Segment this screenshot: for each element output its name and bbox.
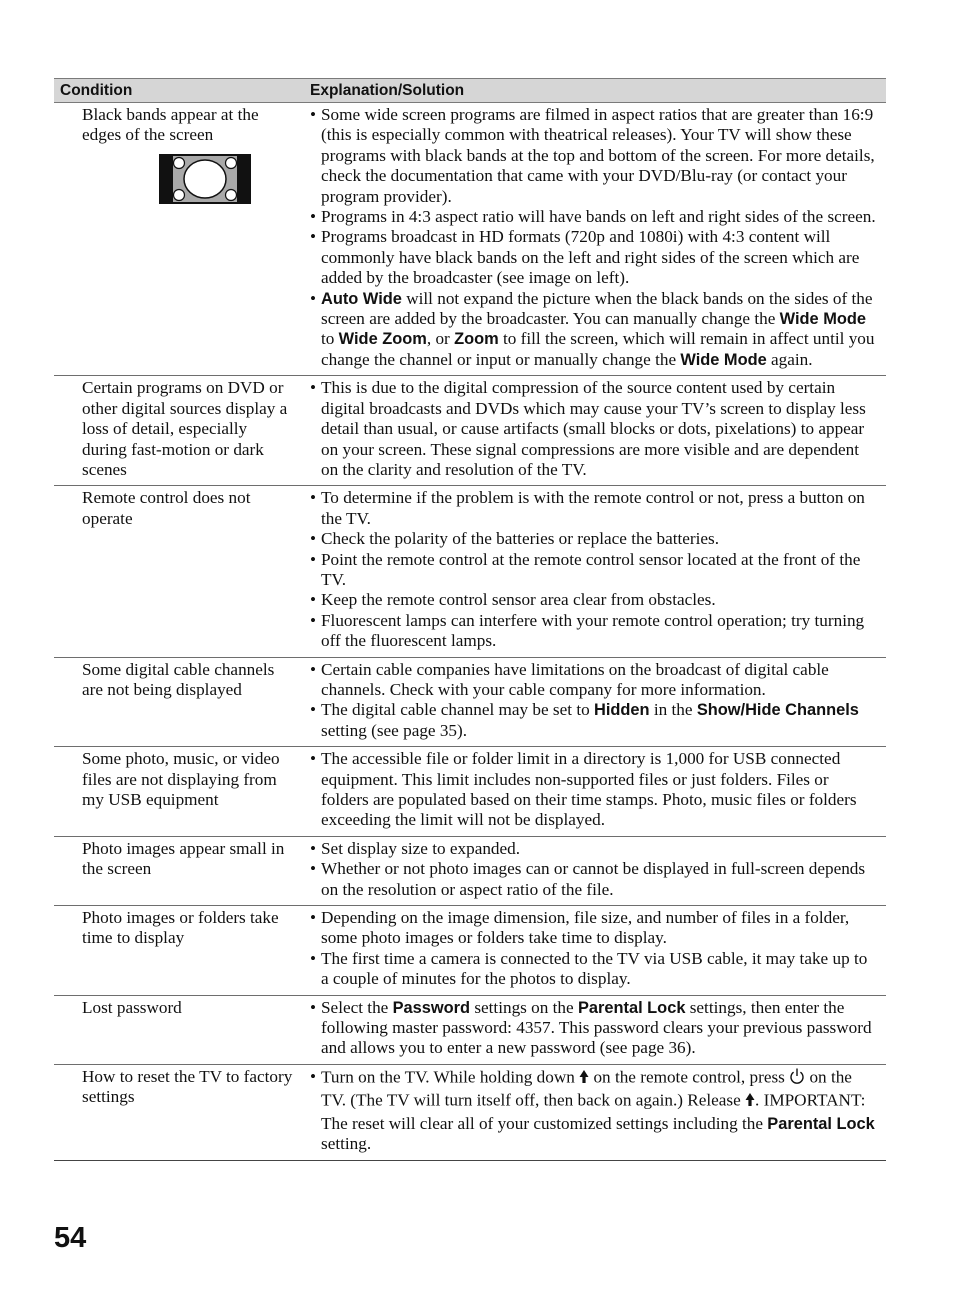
- solution-list: [310, 488, 878, 651]
- solution-text: will not expand the picture when the black bands on the sides of the screen are added by the broadcaster. You can manually change the: [321, 288, 873, 329]
- table-row: [54, 747, 886, 837]
- page-number: 54: [54, 1222, 87, 1254]
- condition-text: Certain programs on DVD or other digital sources display a loss of detail, especially during fast-motion or dark scenes: [82, 378, 288, 479]
- solution-list: [310, 105, 878, 370]
- explanation-cell: [302, 836, 886, 905]
- solution-item: [310, 700, 878, 741]
- setting-name: Auto Wide: [321, 289, 402, 308]
- setting-name: Parental Lock: [767, 1114, 875, 1133]
- solution-item: [310, 550, 878, 591]
- solution-text: To determine if the problem is with the remote control or not, press a button on the TV.: [321, 488, 865, 528]
- setting-name: Wide Zoom: [338, 330, 427, 349]
- solution-item: [310, 289, 878, 371]
- power-icon: [789, 1067, 805, 1090]
- solution-text: Fluorescent lamps can interfere with your remote control operation; try turning off the fluorescent lamps.: [321, 610, 865, 651]
- solution-item: [310, 839, 878, 859]
- table-row: [54, 103, 886, 376]
- solution-text: settings, then enter the following master password: 4357. This password clears your previous password and allows you to enter a new password (see page 36).: [321, 997, 872, 1058]
- solution-text: The first time a camera is connected to the TV via USB cable, it may take up to a couple of minutes for the photos to display.: [321, 948, 868, 989]
- condition-cell: [54, 103, 302, 376]
- letterbox-screen-illustration: [159, 154, 251, 204]
- condition-text: How to reset the TV to factory settings: [82, 1066, 293, 1107]
- solution-list: [310, 839, 878, 900]
- solution-item: [310, 1067, 878, 1155]
- condition-text: Remote control does not operate: [82, 488, 251, 528]
- explanation-cell: [302, 376, 886, 486]
- table-row: [54, 906, 886, 996]
- header-condition: Condition: [54, 79, 302, 103]
- condition-text: Photo images appear small in the screen: [82, 838, 285, 879]
- condition-cell: [54, 995, 302, 1064]
- solution-list: [310, 1067, 878, 1155]
- explanation-cell: [302, 995, 886, 1064]
- solution-list: [310, 378, 878, 480]
- condition-cell: [54, 657, 302, 747]
- solution-text: , or: [426, 329, 455, 349]
- table-row: [54, 376, 886, 486]
- solution-list: [310, 998, 878, 1059]
- condition-cell: [54, 1064, 302, 1160]
- explanation-cell: [302, 747, 886, 837]
- header-explanation: Explanation/Solution: [302, 79, 886, 103]
- setting-name: Password: [392, 998, 471, 1017]
- solution-item: [310, 949, 878, 990]
- explanation-cell: [302, 906, 886, 996]
- solution-item: [310, 908, 878, 949]
- solution-text: Programs broadcast in HD formats (720p and 1080i) with 4:3 content will commonly have black bands on the left and right sides of the screen which are added by the broadcaster (see image on left).: [321, 227, 860, 288]
- solution-text: on the remote control, press: [589, 1067, 790, 1087]
- solution-text: Whether or not photo images can or cannot be displayed in full-screen depends on the resolution or aspect ratio of the file.: [321, 859, 866, 899]
- troubleshooting-page: [54, 78, 886, 1161]
- solution-text: Depending on the image dimension, file size, and number of files in a folder, some photo images or folders take time to display.: [321, 908, 850, 948]
- condition-text: Some digital cable channels are not being displayed: [82, 659, 275, 699]
- solution-text: on the TV. (The TV will turn itself off, then back on again.) Release: [321, 1067, 852, 1110]
- up-arrow-icon: [579, 1067, 589, 1090]
- solution-item: [310, 227, 878, 288]
- solution-item: [310, 611, 878, 652]
- solution-list: [310, 749, 878, 831]
- setting-name: Show/Hide Channels: [696, 701, 859, 720]
- solution-item: [310, 105, 878, 207]
- solution-item: [310, 660, 878, 701]
- table-row: [54, 486, 886, 657]
- solution-item: [310, 488, 878, 529]
- solution-item: [310, 859, 878, 900]
- troubleshooting-table: [54, 78, 886, 1161]
- solution-text: Select the: [321, 997, 393, 1017]
- explanation-cell: [302, 657, 886, 747]
- solution-text: This is due to the digital compression of the source content used by certain digital broadcasts and DVDs which may cause your TV’s screen to display less detail than usual, or cause artifacts (small blocks or dots, pixelations) to appear on your screen. These signal compressions are more visible and are dependent on the clarity and resolution of the TV.: [321, 378, 866, 479]
- condition-cell: [54, 486, 302, 657]
- solution-text: The digital cable channel may be set to: [321, 700, 594, 720]
- table-row: [54, 995, 886, 1064]
- solution-text: . IMPORTANT: The reset will clear all of your customized settings including the: [321, 1090, 866, 1133]
- solution-text: Point the remote control at the remote control sensor located at the front of the TV.: [321, 549, 861, 589]
- setting-name: Parental Lock: [577, 998, 686, 1017]
- solution-text: settings on the: [470, 997, 578, 1017]
- condition-text: Black bands appear at the edges of the screen: [82, 105, 259, 145]
- solution-text: Check the polarity of the batteries or replace the batteries.: [321, 529, 720, 549]
- table-row: [54, 1064, 886, 1160]
- solution-text: again.: [766, 349, 813, 369]
- solution-text: Certain cable companies have limitations on the broadcast of digital cable channels. Check with your cable company for more information.: [321, 659, 829, 699]
- solution-text: in the: [649, 700, 697, 720]
- setting-name: Zoom: [454, 330, 499, 349]
- condition-cell: [54, 836, 302, 905]
- condition-cell: [54, 376, 302, 486]
- solution-text: setting.: [321, 1134, 372, 1154]
- solution-item: [310, 998, 878, 1059]
- solution-text: Some wide screen programs are filmed in aspect ratios that are greater than 16:9 (this is especially common with theatrical releases). Your TV will show these programs with black bands at the top and bottom of the screen. For more details, check the documentation that came with your DVD/Blu-ray (or contact your program provider).: [321, 105, 875, 206]
- solution-item: [310, 207, 878, 227]
- solution-item: [310, 529, 878, 549]
- table-row: [54, 836, 886, 905]
- explanation-cell: [302, 1064, 886, 1160]
- condition-cell: [54, 906, 302, 996]
- up-arrow-icon: [745, 1090, 755, 1113]
- table-body: [54, 103, 886, 1161]
- solution-text: to fill the screen, which will remain in affect until you change the channel or input or manually change the: [321, 329, 875, 369]
- solution-text: Programs in 4:3 aspect ratio will have bands on left and right sides of the screen.: [321, 207, 876, 227]
- setting-name: Wide Mode: [779, 310, 866, 329]
- setting-name: Hidden: [594, 701, 650, 720]
- solution-text: Turn on the TV. While holding down: [321, 1067, 580, 1087]
- solution-list: [310, 908, 878, 990]
- condition-text: Lost password: [82, 997, 182, 1017]
- explanation-cell: [302, 486, 886, 657]
- explanation-cell: [302, 103, 886, 376]
- solution-text: Keep the remote control sensor area clear from obstacles.: [321, 590, 716, 610]
- condition-text: Some photo, music, or video files are not displaying from my USB equipment: [82, 749, 280, 809]
- solution-item: [310, 749, 878, 831]
- table-row: [54, 657, 886, 747]
- solution-text: to: [321, 329, 339, 349]
- table-header-row: [54, 79, 886, 103]
- condition-text: Photo images or folders take time to display: [82, 908, 279, 948]
- solution-list: [310, 660, 878, 742]
- setting-name: Wide Mode: [680, 350, 767, 369]
- solution-text: The accessible file or folder limit in a directory is 1,000 for USB connected equipment. This limit includes non-supported files or just folders. Files or folders are populated based on their time stamps. Photo, music files or folders exceeding the limit will not be displayed.: [321, 749, 857, 830]
- solution-text: setting (see page 35).: [321, 720, 468, 740]
- solution-item: [310, 378, 878, 480]
- solution-text: Set display size to expanded.: [321, 838, 521, 858]
- condition-cell: [54, 747, 302, 837]
- solution-item: [310, 590, 878, 610]
